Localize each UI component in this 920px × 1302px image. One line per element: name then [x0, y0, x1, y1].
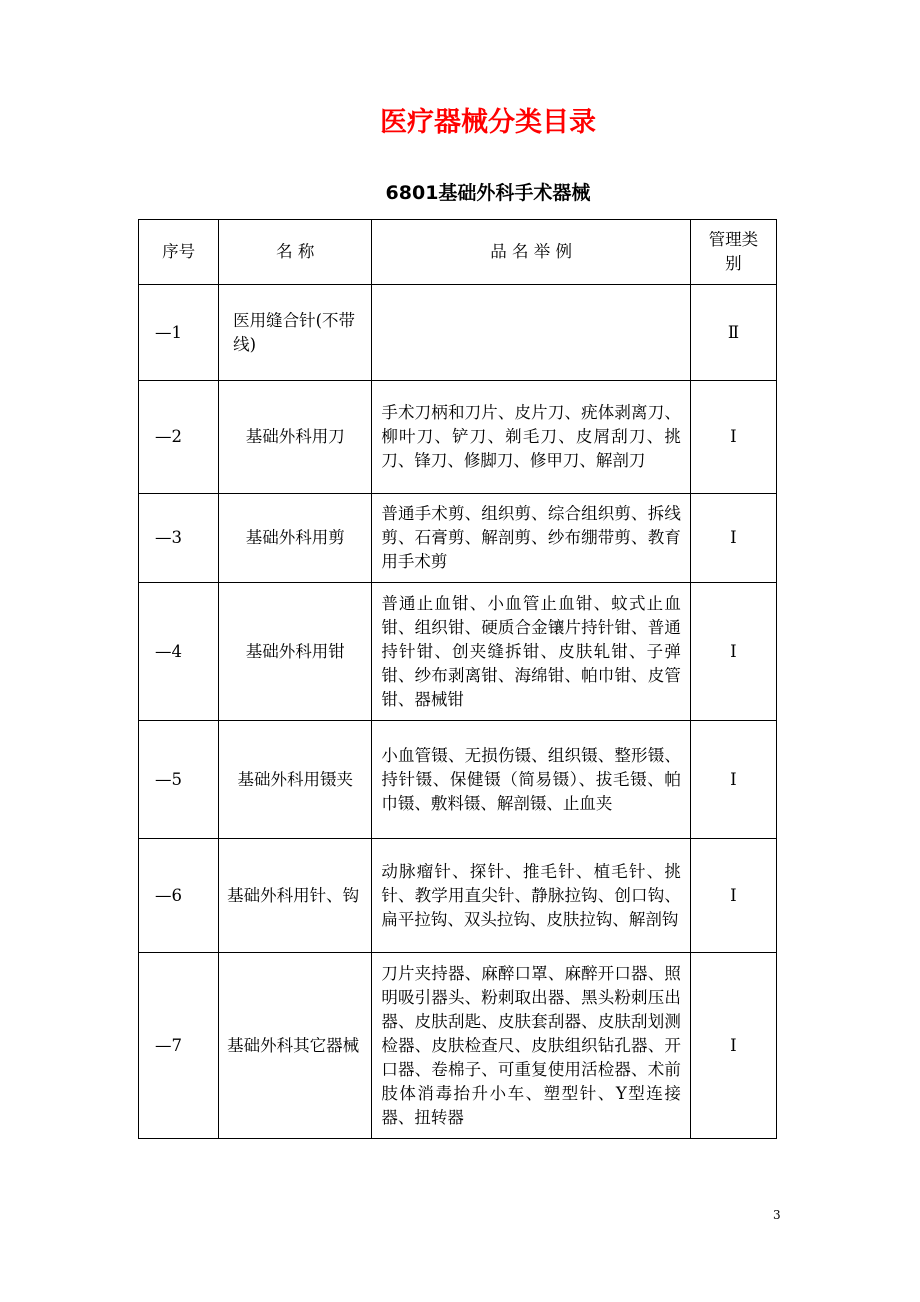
row-category: Ⅰ — [690, 583, 776, 721]
row-seq: —1 — [139, 285, 219, 381]
row-seq: —7 — [139, 953, 219, 1139]
row-examples: 普通止血钳、小血管止血钳、蚊式止血钳、组织钳、硬质合金镶片持针钳、普通持针钳、创夹缝拆钳、皮肤轧钳、子弹钳、纱布剥离钳、海绵钳、帕巾钳、皮管钳、器械钳 — [372, 583, 690, 721]
row-name: 基础外科用刀 — [219, 381, 372, 494]
table-row — [139, 839, 777, 953]
row-seq: —5 — [139, 721, 219, 839]
table-row — [139, 583, 777, 721]
row-examples: 普通手术剪、组织剪、综合组织剪、拆线剪、石膏剪、解剖剪、纱布绷带剪、教育用手术剪 — [372, 494, 690, 583]
row-name: 基础外科用钳 — [219, 583, 372, 721]
row-seq: —3 — [139, 494, 219, 583]
row-examples: 动脉瘤针、探针、推毛针、植毛针、挑针、教学用直尖针、静脉拉钩、创口钩、扁平拉钩、双头拉钩、皮肤拉钩、解剖钩 — [372, 839, 690, 953]
row-name: 医用缝合针(不带线) — [219, 285, 372, 381]
row-category: Ⅰ — [690, 381, 776, 494]
header-name: 名 称 — [219, 220, 372, 285]
row-name: 基础外科用镊夹 — [219, 721, 372, 839]
row-seq: —2 — [139, 381, 219, 494]
row-category: Ⅱ — [690, 285, 776, 381]
table-header-row — [139, 220, 777, 285]
header-seq: 序号 — [139, 220, 219, 285]
table-row — [139, 721, 777, 839]
section-subtitle: 6801基础外科手术器械 — [385, 182, 591, 204]
table-row — [139, 285, 777, 381]
page-number: 3 — [773, 1208, 781, 1222]
header-examples: 品 名 举 例 — [372, 220, 690, 285]
classification-table — [138, 219, 777, 1139]
row-name: 基础外科其它器械 — [219, 953, 372, 1139]
row-category: Ⅰ — [690, 494, 776, 583]
row-seq: —4 — [139, 583, 219, 721]
row-name: 基础外科用剪 — [219, 494, 372, 583]
row-name: 基础外科用针、钩 — [219, 839, 372, 953]
row-seq: —6 — [139, 839, 219, 953]
row-category: Ⅰ — [690, 839, 776, 953]
table-row — [139, 381, 777, 494]
row-examples: 小血管镊、无损伤镊、组织镊、整形镊、持针镊、保健镊（简易镊）、拔毛镊、帕巾镊、敷料镊、解剖镊、止血夹 — [372, 721, 690, 839]
document-title: 医疗器械分类目录 — [380, 107, 596, 138]
row-category: Ⅰ — [690, 721, 776, 839]
row-examples: 刀片夹持器、麻醉口罩、麻醉开口器、照明吸引器头、粉刺取出器、黑头粉刺压出器、皮肤刮匙、皮肤套刮器、皮肤刮划测检器、皮肤检查尺、皮肤组织钻孔器、开口器、卷棉子、可重复使用活检器、术前肢体消毒抬升小车、塑型针、Y型连接器、扭转器 — [372, 953, 690, 1139]
header-category: 管理类别 — [690, 220, 776, 285]
table-row — [139, 953, 777, 1139]
row-examples: 手术刀柄和刀片、皮片刀、疣体剥离刀、柳叶刀、铲刀、剃毛刀、皮屑刮刀、挑刀、锋刀、修脚刀、修甲刀、解剖刀 — [372, 381, 690, 494]
table-row — [139, 494, 777, 583]
row-examples — [372, 285, 690, 381]
row-category: Ⅰ — [690, 953, 776, 1139]
